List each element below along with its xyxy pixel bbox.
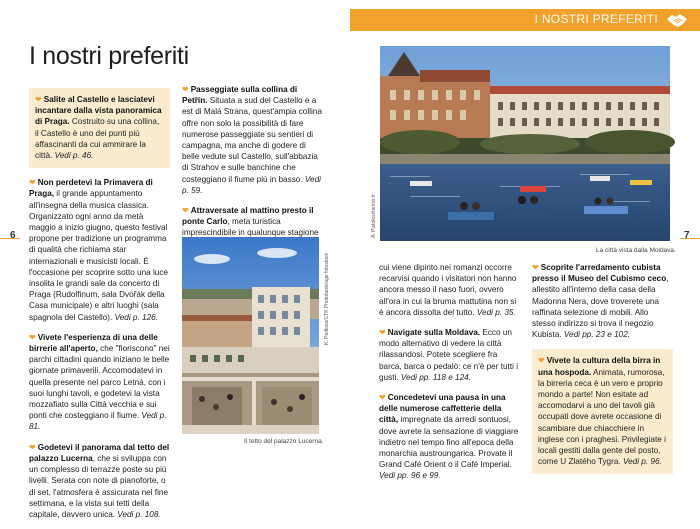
photo-vltava [380, 46, 670, 241]
entry-heading: Passeggiate sulla collina di Petřín. [182, 85, 298, 106]
heart-icon: ❤ [29, 178, 36, 188]
photo-vltava-credit: A. Pistolesi/hemis.fr [371, 194, 377, 238]
page-reference: Vedi p. 35. [476, 307, 516, 317]
entry-heading: Navigate sulla Moldava. [387, 328, 481, 338]
entry-text: , allestito all'interno della casa della Madonna Nera, dove troverete una raffinata selezione di mobili. Allo stesso indirizzo si trova il negozio Kubista. [532, 274, 669, 340]
entry-heading: Attraversate al mattino presto il ponte Carlo [182, 206, 314, 227]
column-1 [29, 88, 170, 529]
column-3 [379, 262, 521, 491]
entry-text: , meta turistica imprescindibile in qualunque stagione [182, 217, 319, 238]
entry-text: impregnate da arredi sontuosi, dove avrete la sensazione di viaggiare indietro nel tempo fino all'epoca della monarchia austroungarica. Provate il Grand Café Orient o il Café Imperial. [379, 415, 519, 470]
heart-icon: ❤ [538, 356, 545, 366]
page-number-right: 7 [684, 230, 690, 241]
col1-entry-3 [29, 442, 170, 520]
photo-lucerna-credit: K. Pedlova/CTK Photobank/age fotostock [324, 253, 330, 345]
col3-entry-2 [379, 392, 521, 482]
entry-text: Animata, rumorosa, la birreria ceca è un vero e proprio mondo a parte! Non esitate ad accomodarvi a uno dei tavoli già occupati dove avrete occasione di scambiare due chiacchiere in inglese con i praghesi. Privilegiate i locali gestiti dalla gente del posto, come U Zlatého Tygra. [538, 367, 666, 467]
page-reference: Vedi pp. 118 e 124. [400, 372, 471, 382]
heart-icon: ❤ [29, 442, 36, 452]
col3-entry-1 [379, 327, 521, 383]
entry-heading: Concedetevi una pausa in una delle numerose caffetterie della città, [379, 393, 506, 425]
page-reference: Vedi p. 108. [117, 509, 161, 519]
photo-lucerna-image [182, 237, 319, 434]
column-4 [532, 262, 673, 483]
entry-text: Situata a sud del Castello e a est di Malá Strana, quest'ampia collina offre non solo la possibilità di fare numerose passeggiate su sentieri di campagna, ma anche di godere di belle vedute sul Castello, sull'abbazia di Strahov e sulle banchine che costeggiano il fiume più in basso. [182, 96, 322, 184]
entry-text: Costruito su una collina, il Castello è uno dei punti più affascinanti da cui ammirare la città. [35, 117, 160, 161]
page-reference: Vedi pp. 96 e 99. [379, 471, 441, 481]
entry-text: il grande appuntamento all'insegna della musica classica. Organizzato ogni anno da metà maggio a inizio giugno, questo festival propone per tradizione un programma di qualità che richiama star internazionali e musicisti locali. È l'occasione per scoprire sotto una luce insolita le grandi sale da concerto di Praga (Rudolfinum, sala Dvořák della Casa municipale) e altri luoghi (sala spagnola del Castello). [29, 189, 169, 322]
page-number-left: 6 [10, 230, 16, 241]
entry-text: , che si sviluppa con un complesso di terrazze poste su più livelli. Serata con note di pianoforte, o di set, l'atmosfera è assicurata nel fine settimana, e la vista sui tetti della capitale, davvero unica. [29, 453, 168, 519]
right-gutter-line [680, 238, 700, 239]
page-reference: Vedi p. 59. [182, 174, 321, 195]
page-reference: Vedi p. 81. [29, 411, 167, 432]
col1-entry-2 [29, 332, 170, 433]
col3-entry-0 [379, 262, 521, 318]
entry-heading: Godetevi il panorama dal tetto del palazzo Lucerna [29, 442, 170, 463]
entry-heading: Non perdetevi la Primavera di Praga, [29, 178, 153, 199]
heart-icon: ❤ [35, 95, 42, 104]
photo-vltava-caption: La città vista dalla Moldava. [596, 247, 676, 254]
page-title: I nostri preferiti [29, 42, 189, 70]
col1-entry-1 [29, 177, 170, 323]
entry-heading: Vivete l'esperienza di una delle birrerie all'aperto, [29, 332, 158, 354]
entry-heading: Vivete la cultura della birra in una hospoda. [538, 356, 661, 377]
entry-text: Ecco un modo alternativo di vedere la città rilassandosi. Potete scegliere fra barca, barca o pedalò: ce n'è per tutti i gusti. [379, 328, 519, 382]
photo-vltava-image [380, 46, 670, 241]
heart-icon: ❤ [182, 85, 189, 94]
entry-text: che "fioriscono" nei parchi cittadini quando iniziano le belle giornate primaverili. Accomodatevi in quella presente nel parco Letná, con i suoi lunghi tavoli, e godetevi la vista mozzafiato sulla Città vecchia e sui ponti che costeggiano il fiume. [29, 344, 170, 421]
page-reference: Vedi p. 126. [114, 312, 158, 322]
col2-entry-0 [182, 84, 322, 196]
page-reference: Vedi p. 96. [622, 457, 662, 467]
photo-lucerna-caption: Il tetto del palazzo Lucerna. [244, 438, 324, 445]
entry-text: cui viene dipinto nei romanzi occorre recarvisi quando i visitatori non hanno ancora messo il naso fuori, ovvero all'ora in cui la bruma mattutina non si è ancora dissolta del tutto. [379, 263, 517, 317]
section-label: I NOSTRI PREFERITI [534, 12, 658, 26]
handshake-icon [666, 11, 688, 29]
page-reference: Vedi p. 46. [54, 151, 94, 161]
heart-icon: ❤ [379, 393, 386, 403]
col4-entry-1 [532, 349, 673, 474]
heart-icon: ❤ [29, 332, 36, 342]
header-bar [0, 0, 700, 39]
entry-heading: Scoprite l'arredamento cubista presso il Museo del Cubismo ceco [532, 263, 667, 284]
col4-entry-0 [532, 262, 673, 340]
heart-icon: ❤ [182, 206, 189, 216]
page-reference: Vedi pp. 23 e 102. [563, 330, 631, 340]
heart-icon: ❤ [379, 328, 386, 338]
col1-entry-0 [29, 88, 170, 168]
heart-icon: ❤ [532, 263, 539, 272]
entry-heading: Salite al Castello e lasciatevi incantare dalla vista panoramica di Praga. [35, 95, 162, 127]
photo-lucerna [182, 237, 319, 434]
